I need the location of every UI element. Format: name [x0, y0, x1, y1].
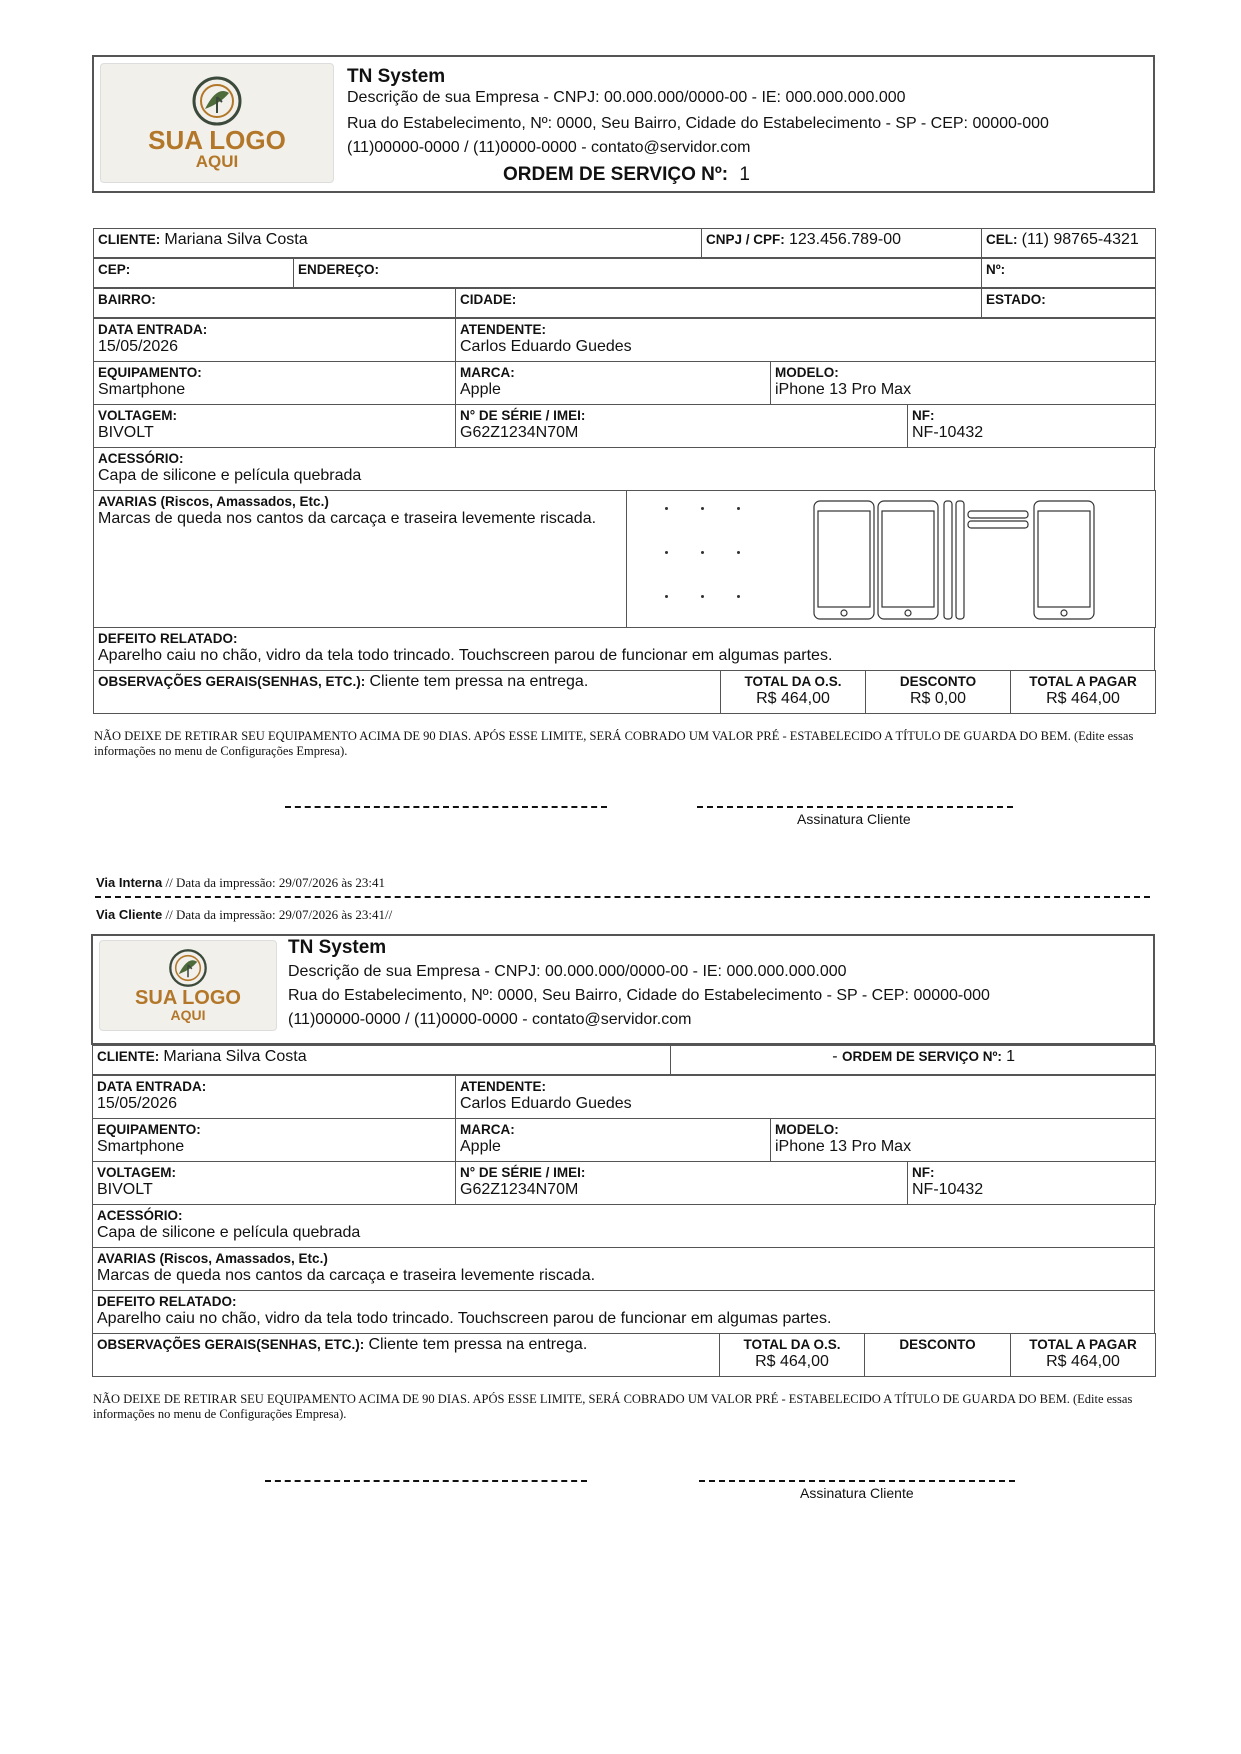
total-pagar-value: R$ 464,00 — [1046, 1353, 1120, 1370]
equipamento-label: EQUIPAMENTO: — [98, 365, 202, 380]
equipamento-label: EQUIPAMENTO: — [97, 1122, 201, 1137]
marca-value: Apple — [460, 1138, 501, 1155]
data-entrada-label: DATA ENTRADA: — [97, 1079, 207, 1094]
service-row-entrada-2 — [92, 1075, 1156, 1119]
estado-label: ESTADO: — [986, 292, 1046, 307]
desconto-label: DESCONTO — [899, 674, 977, 689]
logo-text-line1: SUA LOGO — [148, 125, 286, 155]
desconto-label: DESCONTO — [899, 1337, 976, 1352]
equipamento-value: Smartphone — [98, 381, 186, 398]
company-address: Rua do Estabelecimento, Nº: 0000, Seu Bairro, Cidade do Estabelecimento - SP - CEP: 00000-000 — [347, 115, 1049, 132]
avarias-value: Marcas de queda nos cantos da carcaça e traseira levemente riscada. — [98, 510, 597, 527]
bairro-label: BAIRRO: — [98, 292, 156, 307]
order-title-short: ORDEM DE SERVIÇO Nº: — [841, 1049, 1002, 1064]
cidade-label: CIDADE: — [460, 292, 517, 307]
data-entrada-value: 15/05/2026 — [97, 1095, 178, 1112]
total-pagar-value: R$ 464,00 — [1046, 690, 1120, 707]
voltagem-value: BIVOLT — [97, 1181, 153, 1198]
via-cliente-label: Via Cliente — [96, 907, 163, 922]
acessorio-value: Capa de silicone e película quebrada — [98, 467, 362, 484]
company-contact-2: (11)00000-0000 / (11)0000-0000 - contato@servidor.com — [288, 1011, 692, 1028]
client-row-3 — [93, 288, 1156, 318]
service-row-volt — [93, 404, 1156, 448]
serie-label: N° DE SÉRIE / IMEI: — [460, 408, 586, 423]
modelo-label: MODELO: — [775, 1122, 839, 1137]
acessorio-label: ACESSÓRIO: — [97, 1208, 183, 1223]
acessorio-value: Capa de silicone e película quebrada — [97, 1224, 361, 1241]
client-label: CLIENTE: — [98, 232, 161, 247]
order-number: 1 — [739, 164, 750, 185]
order-number-2: 1 — [1006, 1048, 1015, 1065]
nf-value: NF-10432 — [912, 1181, 984, 1198]
avarias-label: AVARIAS (Riscos, Amassados, Etc.) — [97, 1251, 328, 1266]
atendente-label: ATENDENTE: — [460, 322, 546, 337]
signature-client-label: Assinatura Cliente — [797, 811, 911, 827]
service-row-acessorio — [93, 447, 1155, 491]
company-contact: (11)00000-0000 / (11)0000-0000 - contato@servidor.com — [347, 139, 751, 156]
observacoes-value: Cliente tem pressa na entrega. — [368, 1336, 588, 1353]
retention-notice-2: NÃO DEIXE DE RETIRAR SEU EQUIPAMENTO ACIMA DE 90 DIAS. APÓS ESSE LIMITE, SERÁ COBRADO UM VALOR PRÉ - ESTABELECIDO A TÍTULO DE GUARDA DO BEM. (Edite essas informações no menu de Configurações Empresa). — [93, 1392, 1133, 1421]
cel-value: (11) 98765-4321 — [1021, 231, 1139, 248]
serie-value: G62Z1234N70M — [460, 1181, 579, 1198]
company-name: TN System — [347, 66, 446, 87]
company-description: Descrição de sua Empresa - CNPJ: 00.000.000/0000-00 - IE: 000.000.000.000 — [347, 89, 906, 106]
equipamento-value: Smartphone — [97, 1138, 185, 1155]
signature-line-client — [697, 806, 1013, 808]
client-row-2nd — [92, 1045, 1156, 1075]
order-title-prefix: - — [832, 1048, 842, 1065]
marca-label: MARCA: — [460, 365, 515, 380]
client-row-1 — [93, 228, 1156, 258]
service-row-avarias — [93, 490, 1156, 628]
company-logo-2 — [99, 940, 277, 1031]
pattern-lock-dots — [665, 507, 745, 607]
logo-text-line2: AQUI — [195, 152, 239, 171]
defeito-label: DEFEITO RELATADO: — [98, 631, 238, 646]
client-name: Mariana Silva Costa — [164, 231, 308, 248]
client-row-2 — [93, 258, 1156, 288]
via-interna-label: Via Interna — [96, 875, 163, 890]
service-row-avarias-2 — [92, 1247, 1155, 1291]
service-row-entrada — [93, 318, 1156, 362]
total-pagar-label: TOTAL A PAGAR — [1029, 1337, 1137, 1352]
atendente-value: Carlos Eduardo Guedes — [460, 338, 632, 355]
client-label: CLIENTE: — [97, 1049, 160, 1064]
defeito-value: Aparelho caiu no chão, vidro da tela todo trincado. Touchscreen parou de funcionar em algumas partes. — [97, 1310, 832, 1327]
service-row-acessorio-2 — [92, 1204, 1155, 1248]
total-os-label: TOTAL DA O.S. — [744, 674, 842, 689]
nf-label: NF: — [912, 408, 935, 423]
company-name-2: TN System — [288, 937, 387, 958]
cep-label: CEP: — [98, 262, 131, 277]
data-entrada-label: DATA ENTRADA: — [98, 322, 208, 337]
voltagem-label: VOLTAGEM: — [97, 1165, 176, 1180]
voltagem-label: VOLTAGEM: — [98, 408, 177, 423]
voltagem-value: BIVOLT — [98, 424, 154, 441]
observacoes-label: OBSERVAÇÕES GERAIS(SENHAS, ETC.): — [97, 1337, 365, 1352]
total-os-value: R$ 464,00 — [756, 690, 830, 707]
serie-label: N° DE SÉRIE / IMEI: — [460, 1165, 586, 1180]
total-pagar-label: TOTAL A PAGAR — [1029, 674, 1137, 689]
observacoes-label: OBSERVAÇÕES GERAIS(SENHAS, ETC.): — [98, 674, 366, 689]
cnpj-value: 123.456.789-00 — [788, 231, 902, 248]
signature-client-label-2: Assinatura Cliente — [800, 1485, 914, 1501]
marca-value: Apple — [460, 381, 501, 398]
cut-line — [95, 896, 1150, 898]
desconto-value: R$ 0,00 — [909, 690, 967, 707]
marca-label: MARCA: — [460, 1122, 515, 1137]
order-title-label: ORDEM DE SERVIÇO Nº: — [503, 164, 729, 185]
endereco-label: ENDEREÇO: — [298, 262, 380, 277]
service-row-equip — [93, 361, 1156, 405]
modelo-value: iPhone 13 Pro Max — [775, 381, 912, 398]
device-diagram-icon — [812, 499, 1102, 623]
via-interna-date: // Data da impressão: 29/07/2026 às 23:41 — [162, 875, 386, 890]
service-row-totals — [93, 670, 1156, 714]
nf-value: NF-10432 — [912, 424, 984, 441]
service-row-equip-2 — [92, 1118, 1156, 1162]
signature-line-company-2 — [265, 1480, 587, 1482]
atendente-label: ATENDENTE: — [460, 1079, 546, 1094]
client-name: Mariana Silva Costa — [163, 1048, 307, 1065]
logo-text-line2: AQUI — [170, 1007, 206, 1023]
nf-label: NF: — [912, 1165, 935, 1180]
cel-label: CEL: — [986, 232, 1018, 247]
modelo-label: MODELO: — [775, 365, 839, 380]
service-row-defeito-2 — [92, 1290, 1155, 1334]
numero-label: Nº: — [986, 262, 1006, 277]
defeito-value: Aparelho caiu no chão, vidro da tela todo trincado. Touchscreen parou de funcionar em algumas partes. — [98, 647, 833, 664]
logo-emblem-icon — [168, 948, 208, 988]
logo-text-line1: SUA LOGO — [135, 987, 241, 1009]
order-title — [503, 164, 750, 186]
via-interna — [96, 875, 385, 891]
cnpj-label: CNPJ / CPF: — [706, 232, 785, 247]
acessorio-label: ACESSÓRIO: — [98, 451, 184, 466]
company-description-2: Descrição de sua Empresa - CNPJ: 00.000.000/0000-00 - IE: 000.000.000.000 — [288, 963, 847, 980]
total-os-label: TOTAL DA O.S. — [743, 1337, 841, 1352]
avarias-label: AVARIAS (Riscos, Amassados, Etc.) — [98, 494, 329, 509]
defeito-label: DEFEITO RELATADO: — [97, 1294, 237, 1309]
serie-value: G62Z1234N70M — [460, 424, 579, 441]
service-row-volt-2 — [92, 1161, 1156, 1205]
retention-notice: NÃO DEIXE DE RETIRAR SEU EQUIPAMENTO ACIMA DE 90 DIAS. APÓS ESSE LIMITE, SERÁ COBRADO UM VALOR PRÉ - ESTABELECIDO A TÍTULO DE GUARDA DO BEM. (Edite essas informações no menu de Configurações Empresa). — [94, 729, 1134, 758]
atendente-value: Carlos Eduardo Guedes — [460, 1095, 632, 1112]
logo-emblem-icon — [191, 75, 243, 127]
service-row-totals-2 — [92, 1333, 1156, 1377]
avarias-value: Marcas de queda nos cantos da carcaça e traseira levemente riscada. — [97, 1267, 596, 1284]
observacoes-value: Cliente tem pressa na entrega. — [369, 673, 589, 690]
signature-line-company — [285, 806, 607, 808]
modelo-value: iPhone 13 Pro Max — [775, 1138, 912, 1155]
via-cliente-date: // Data da impressão: 29/07/2026 às 23:41// — [162, 907, 393, 922]
company-address-2: Rua do Estabelecimento, Nº: 0000, Seu Bairro, Cidade do Estabelecimento - SP - CEP: 00000-000 — [288, 987, 990, 1004]
via-cliente — [96, 907, 392, 923]
company-logo — [100, 63, 334, 183]
signature-line-client-2 — [699, 1480, 1015, 1482]
total-os-value: R$ 464,00 — [755, 1353, 829, 1370]
data-entrada-value: 15/05/2026 — [98, 338, 179, 355]
service-row-defeito — [93, 627, 1155, 671]
